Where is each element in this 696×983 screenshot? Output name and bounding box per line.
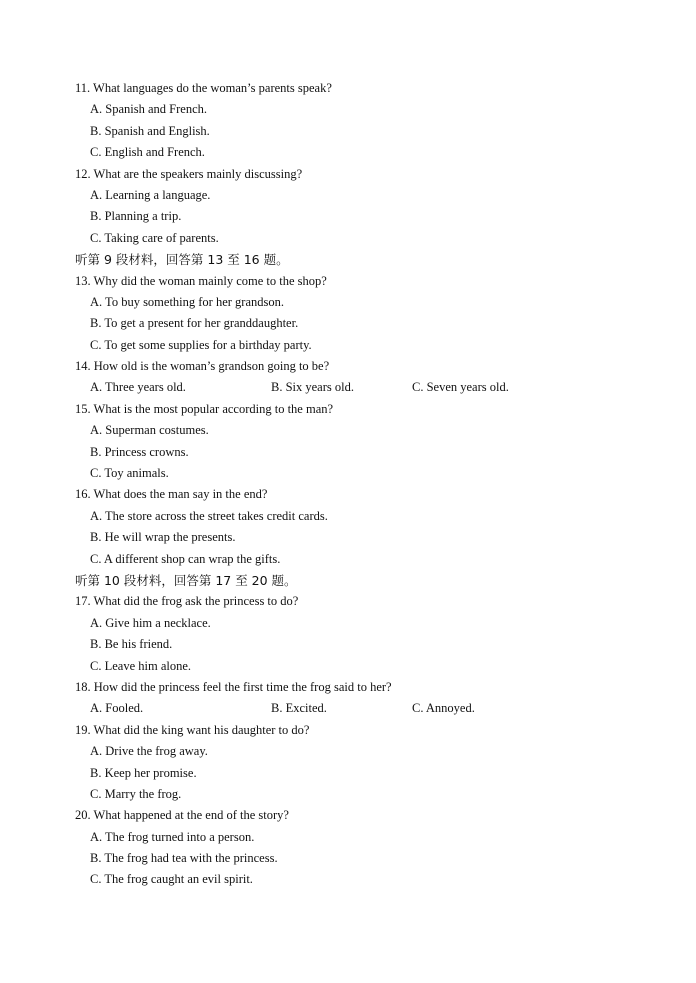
option-14-b: B. Six years old. xyxy=(271,380,354,395)
option-11-b: B. Spanish and English. xyxy=(90,123,210,138)
exam-page xyxy=(75,78,635,891)
option-18-a: A. Fooled. xyxy=(90,701,144,716)
option-17-a: A. Give him a necklace. xyxy=(90,615,211,630)
question-15: 15. What is the most popular according to the man? xyxy=(75,401,334,416)
option-15-b: B. Princess crowns. xyxy=(90,444,189,459)
option-11-c: C. English and French. xyxy=(90,145,205,160)
option-18-c: C. Annoyed. xyxy=(412,701,475,716)
option-20-a: A. The frog turned into a person. xyxy=(90,829,255,844)
option-20-c: C. The frog caught an evil spirit. xyxy=(90,872,253,887)
option-14-c: C. Seven years old. xyxy=(412,380,509,395)
option-14-a: A. Three years old. xyxy=(90,380,186,395)
option-15-c: C. Toy animals. xyxy=(90,466,169,481)
question-12: 12. What are the speakers mainly discussing? xyxy=(75,166,303,181)
option-13-c: C. To get some supplies for a birthday party. xyxy=(90,337,312,352)
options-14 xyxy=(75,377,635,398)
option-12-a: A. Learning a language. xyxy=(90,187,211,202)
section-heading-10: 听第 10 段材料，回答第 17 至 20 题。 xyxy=(75,572,297,588)
option-17-b: B. Be his friend. xyxy=(90,637,173,652)
option-19-c: C. Marry the frog. xyxy=(90,786,182,801)
question-14: 14. How old is the woman’s grandson going to be? xyxy=(75,359,330,374)
question-20: 20. What happened at the end of the story? xyxy=(75,808,289,823)
option-19-a: A. Drive the frog away. xyxy=(90,744,208,759)
options-18 xyxy=(75,698,635,719)
option-16-c: C. A different shop can wrap the gifts. xyxy=(90,551,281,566)
option-13-a: A. To buy something for her grandson. xyxy=(90,294,285,309)
option-11-a: A. Spanish and French. xyxy=(90,102,207,117)
option-12-c: C. Taking care of parents. xyxy=(90,230,219,245)
question-13: 13. Why did the woman mainly come to the shop? xyxy=(75,273,327,288)
option-20-b: B. The frog had tea with the princess. xyxy=(90,851,278,866)
option-13-b: B. To get a present for her granddaughter. xyxy=(90,316,299,331)
section-heading-9: 听第 9 段材料，回答第 13 至 16 题。 xyxy=(75,252,289,268)
question-16: 16. What does the man say in the end? xyxy=(75,487,268,502)
option-16-a: A. The store across the street takes credit cards. xyxy=(90,508,328,523)
option-17-c: C. Leave him alone. xyxy=(90,658,192,673)
question-17: 17. What did the frog ask the princess to do? xyxy=(75,594,299,609)
option-18-b: B. Excited. xyxy=(271,701,327,716)
question-19: 19. What did the king want his daughter to do? xyxy=(75,722,310,737)
option-16-b: B. He will wrap the presents. xyxy=(90,530,236,545)
option-15-a: A. Superman costumes. xyxy=(90,423,209,438)
question-11: 11. What languages do the woman’s parents speak? xyxy=(75,81,332,95)
question-18: 18. How did the princess feel the first time the frog said to her? xyxy=(75,679,392,694)
option-12-b: B. Planning a trip. xyxy=(90,209,182,224)
option-19-b: B. Keep her promise. xyxy=(90,765,197,780)
